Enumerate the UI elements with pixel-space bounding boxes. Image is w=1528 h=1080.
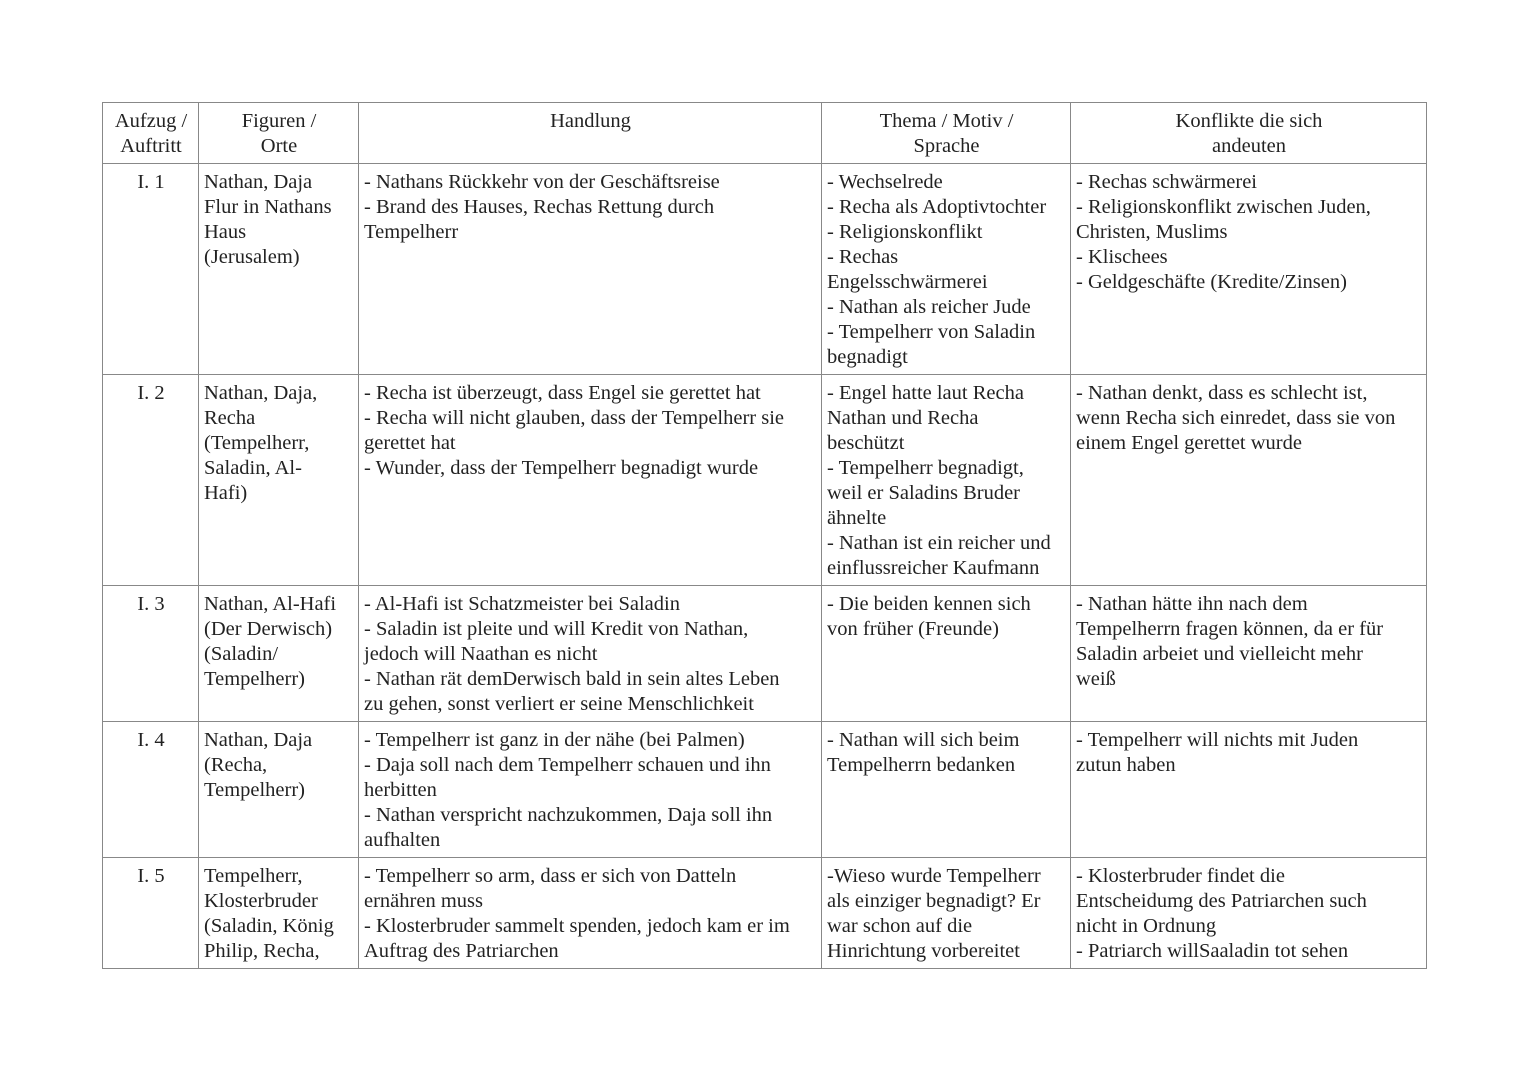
act-scene-label: I. 5: [137, 865, 165, 887]
cell-line: (Saladin/: [204, 643, 279, 665]
cell-line: Christen, Muslims: [1076, 221, 1228, 243]
cell-conflicts: [1071, 586, 1427, 722]
cell-line: Nathan, Al-Hafi: [204, 593, 337, 615]
act-scene-label: I. 1: [137, 171, 165, 193]
cell-line: von früher (Freunde): [827, 618, 999, 640]
cell-line: Tempelherrn fragen können, da er für: [1076, 618, 1384, 640]
cell-line: einflussreicher Kaufmann: [827, 557, 1040, 579]
act-scene-label: I. 2: [137, 382, 165, 404]
drama-analysis-table: [102, 102, 1427, 969]
header-plot: Handlung: [359, 103, 822, 164]
cell-line: - Recha ist überzeugt, dass Engel sie gerettet hat: [364, 382, 761, 404]
cell-line: zu gehen, sonst verliert er seine Menschlichkeit: [364, 693, 754, 715]
cell-line: Philip, Recha,: [204, 940, 320, 962]
cell-act-scene: [103, 722, 199, 858]
cell-line: - Nathan hätte ihn nach dem: [1076, 593, 1308, 615]
cell-line: Tempelherr: [364, 221, 459, 243]
cell-line: einem Engel gerettet wurde: [1076, 432, 1302, 454]
cell-line: Flur in Nathans: [204, 196, 332, 218]
cell-theme-motif: [822, 722, 1071, 858]
cell-conflicts: [1071, 164, 1427, 375]
cell-line: - Tempelherr will nichts mit Juden: [1076, 729, 1359, 751]
cell-plot: [359, 164, 822, 375]
cell-line: - Saladin ist pleite und will Kredit von Nathan,: [364, 618, 749, 640]
cell-line: Engelsschwärmerei: [827, 271, 988, 293]
act-scene-label: I. 4: [137, 729, 165, 751]
header-figures-places: Figuren / Orte: [199, 103, 359, 164]
cell-line: aufhalten: [364, 829, 441, 851]
cell-line: Recha: [204, 407, 256, 429]
cell-conflicts: [1071, 375, 1427, 586]
cell-line: Hinrichtung vorbereitet: [827, 940, 1020, 962]
cell-act-scene: [103, 164, 199, 375]
cell-line: - Patriarch willSaaladin tot sehen: [1076, 940, 1349, 962]
cell-line: - Nathans Rückkehr von der Geschäftsreise: [364, 171, 720, 193]
table-row: [103, 375, 1427, 586]
cell-line: (Jerusalem): [204, 246, 300, 268]
cell-act-scene: [103, 858, 199, 969]
cell-line: Saladin arbeiet und vielleicht mehr: [1076, 643, 1363, 665]
header-row: [103, 103, 1427, 164]
cell-line: gerettet hat: [364, 432, 456, 454]
cell-line: - Nathan verspricht nachzukommen, Daja soll ihn: [364, 804, 773, 826]
cell-line: Tempelherrn bedanken: [827, 754, 1016, 776]
cell-line: begnadigt: [827, 346, 908, 368]
cell-line: - Klischees: [1076, 246, 1168, 268]
cell-line: nicht in Ordnung: [1076, 915, 1217, 937]
cell-plot: [359, 586, 822, 722]
cell-figures-places: [199, 586, 359, 722]
cell-line: Nathan, Daja: [204, 171, 313, 193]
cell-line: - Tempelherr begnadigt,: [827, 457, 1024, 479]
cell-line: - Wechselrede: [827, 171, 943, 193]
cell-line: (Saladin, König: [204, 915, 334, 937]
table-body: [103, 164, 1427, 969]
cell-line: ernähren muss: [364, 890, 483, 912]
cell-line: Auftrag des Patriarchen: [364, 940, 559, 962]
cell-line: Klosterbruder: [204, 890, 318, 912]
cell-line: - Tempelherr von Saladin: [827, 321, 1036, 343]
cell-line: - Rechas: [827, 246, 899, 268]
cell-line: Tempelherr,: [204, 865, 303, 887]
cell-line: - Religionskonflikt zwischen Juden,: [1076, 196, 1371, 218]
cell-line: - Nathan will sich beim: [827, 729, 1020, 751]
cell-line: Nathan und Recha: [827, 407, 979, 429]
cell-line: - Nathan rät demDerwisch bald in sein altes Leben: [364, 668, 780, 690]
cell-line: weil er Saladins Bruder: [827, 482, 1020, 504]
cell-line: weiß: [1076, 668, 1116, 690]
cell-line: Hafi): [204, 482, 248, 504]
cell-line: beschützt: [827, 432, 905, 454]
act-scene-label: I. 3: [137, 593, 165, 615]
cell-line: - Recha will nicht glauben, dass der Tempelherr sie: [364, 407, 785, 429]
cell-figures-places: [199, 858, 359, 969]
cell-line: Tempelherr): [204, 668, 306, 690]
header-act-scene: Aufzug / Auftritt: [103, 103, 199, 164]
cell-line: - Klosterbruder findet die: [1076, 865, 1285, 887]
cell-line: - Rechas schwärmerei: [1076, 171, 1257, 193]
cell-line: - Engel hatte laut Recha: [827, 382, 1024, 404]
cell-line: ähnelte: [827, 507, 887, 529]
cell-line: - Nathan ist ein reicher und: [827, 532, 1051, 554]
cell-line: (Recha,: [204, 754, 268, 776]
cell-line: jedoch will Naathan es nicht: [364, 643, 598, 665]
cell-line: zutun haben: [1076, 754, 1176, 776]
header-theme-motif-language: Thema / Motiv / Sprache: [822, 103, 1071, 164]
cell-act-scene: [103, 586, 199, 722]
cell-line: - Nathan als reicher Jude: [827, 296, 1031, 318]
cell-conflicts: [1071, 722, 1427, 858]
cell-line: - Brand des Hauses, Rechas Rettung durch: [364, 196, 715, 218]
cell-line: - Recha als Adoptivtochter: [827, 196, 1047, 218]
cell-theme-motif: [822, 858, 1071, 969]
cell-line: - Daja soll nach dem Tempelherr schauen und ihn: [364, 754, 771, 776]
cell-theme-motif: [822, 586, 1071, 722]
cell-plot: [359, 858, 822, 969]
cell-line: Entscheidumg des Patriarchen such: [1076, 890, 1367, 912]
cell-line: -Wieso wurde Tempelherr: [827, 865, 1041, 887]
cell-theme-motif: [822, 375, 1071, 586]
cell-plot: [359, 722, 822, 858]
cell-act-scene: [103, 375, 199, 586]
cell-line: Saladin, Al-: [204, 457, 302, 479]
cell-line: Haus: [204, 221, 247, 243]
cell-line: Nathan, Daja,: [204, 382, 318, 404]
cell-line: - Die beiden kennen sich: [827, 593, 1031, 615]
cell-line: - Tempelherr ist ganz in der nähe (bei Palmen): [364, 729, 745, 751]
table-row: [103, 858, 1427, 969]
table-row: [103, 722, 1427, 858]
cell-line: - Nathan denkt, dass es schlecht ist,: [1076, 382, 1368, 404]
cell-line: wenn Recha sich einredet, dass sie von: [1076, 407, 1396, 429]
cell-conflicts: [1071, 858, 1427, 969]
table-row: [103, 586, 1427, 722]
cell-line: (Der Derwisch): [204, 618, 333, 640]
cell-line: war schon auf die: [827, 915, 973, 937]
cell-line: - Religionskonflikt: [827, 221, 983, 243]
cell-line: herbitten: [364, 779, 437, 801]
cell-line: - Wunder, dass der Tempelherr begnadigt wurde: [364, 457, 759, 479]
cell-figures-places: [199, 375, 359, 586]
cell-line: als einziger begnadigt? Er: [827, 890, 1041, 912]
cell-figures-places: [199, 722, 359, 858]
cell-line: - Tempelherr so arm, dass er sich von Datteln: [364, 865, 737, 887]
cell-line: - Al-Hafi ist Schatzmeister bei Saladin: [364, 593, 680, 615]
cell-theme-motif: [822, 164, 1071, 375]
cell-line: Tempelherr): [204, 779, 306, 801]
cell-line: (Tempelherr,: [204, 432, 310, 454]
table-row: [103, 164, 1427, 375]
cell-line: - Geldgeschäfte (Kredite/Zinsen): [1076, 271, 1347, 293]
header-conflicts: Konflikte die sich andeuten: [1071, 103, 1427, 164]
cell-plot: [359, 375, 822, 586]
cell-figures-places: [199, 164, 359, 375]
cell-line: - Klosterbruder sammelt spenden, jedoch kam er im: [364, 915, 790, 937]
cell-line: Nathan, Daja: [204, 729, 313, 751]
